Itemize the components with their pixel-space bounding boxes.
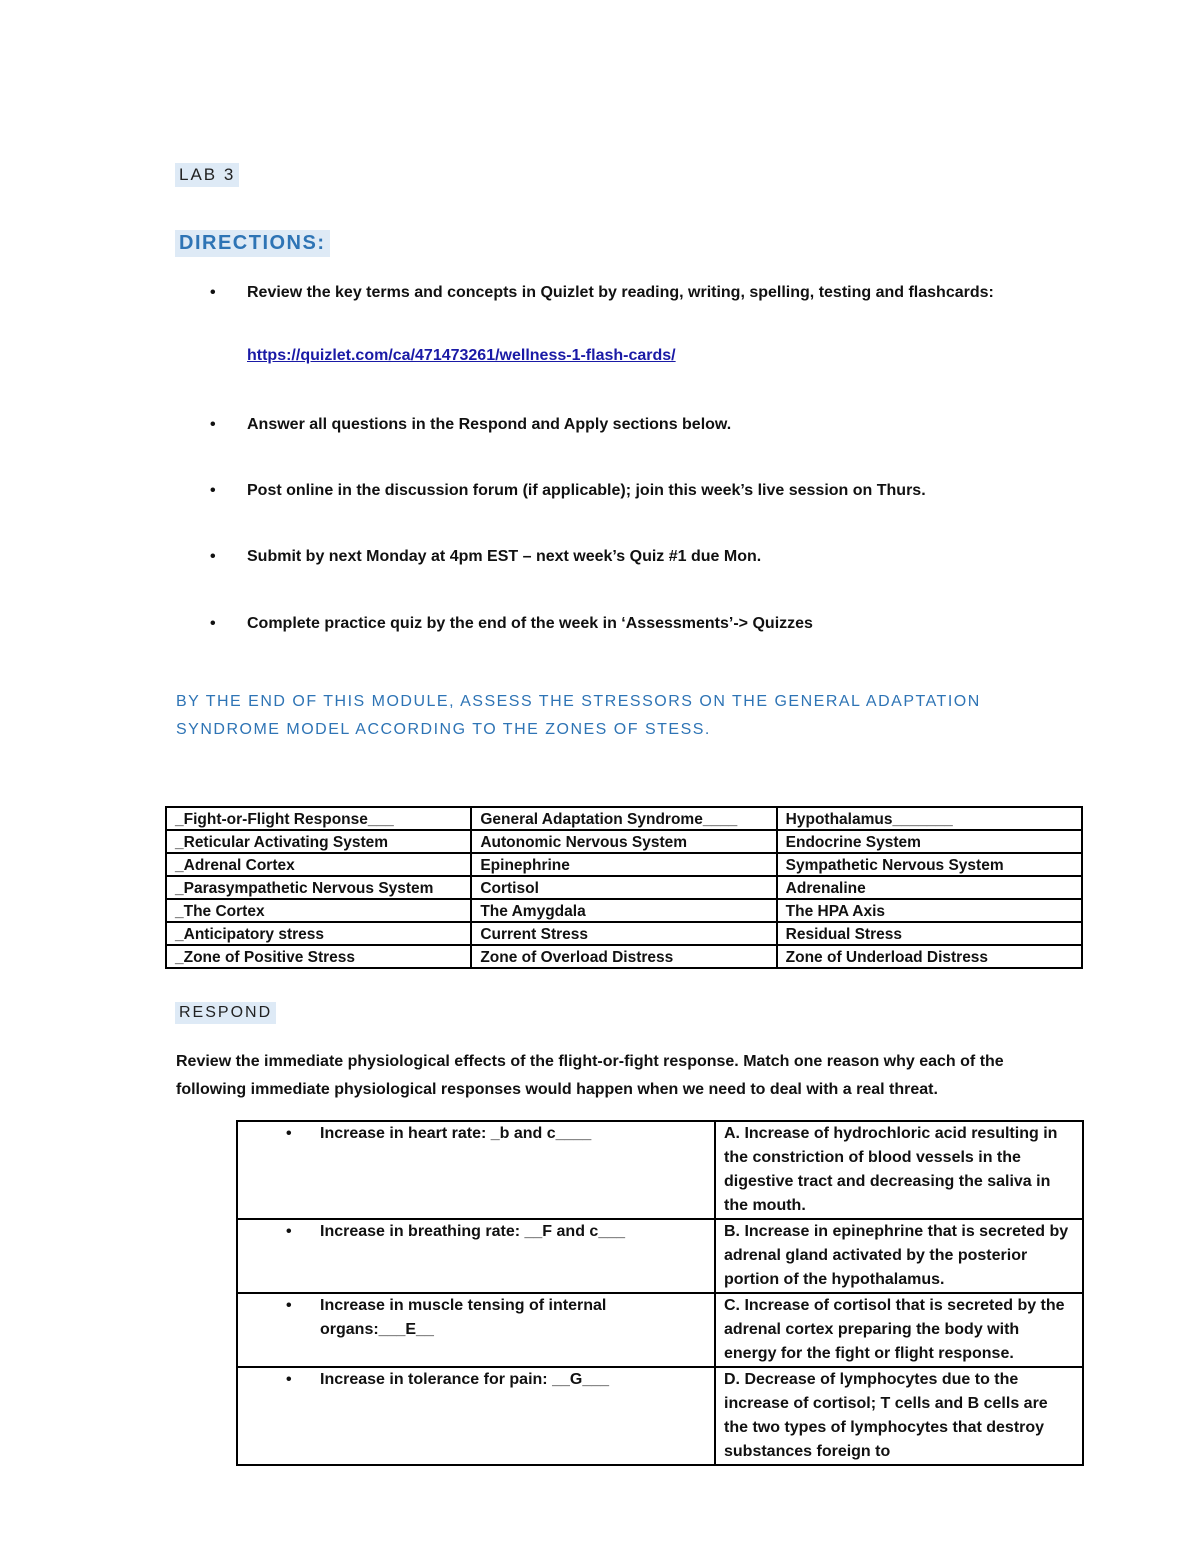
term-cell: Epinephrine xyxy=(471,853,776,876)
response-cell xyxy=(237,1219,715,1293)
response-text: Increase in breathing rate: __F and c___ xyxy=(320,1223,626,1240)
term-cell: Adrenaline xyxy=(777,876,1082,899)
terms-row xyxy=(166,876,1082,899)
term-cell: _Fight-or-Flight Response___ xyxy=(166,807,471,830)
terms-row xyxy=(166,922,1082,945)
matching-row xyxy=(237,1293,1083,1367)
term-cell: Autonomic Nervous System xyxy=(471,830,776,853)
directions-item-text: Review the key terms and concepts in Quizlet by reading, writing, spelling, testing and flashcards: xyxy=(247,284,994,301)
term-cell: Residual Stress xyxy=(777,922,1082,945)
respond-heading: RESPOND xyxy=(175,1002,276,1024)
term-cell: Zone of Underload Distress xyxy=(777,945,1082,968)
directions-item-text: Post online in the discussion forum (if applicable); join this week’s live session on Thurs. xyxy=(247,482,926,499)
bullet-icon: • xyxy=(286,1223,292,1240)
respond-instructions: Review the immediate physiological effects of the flight-or-fight response. Match one reason why each of the following immediate physiological responses would happen when we need to deal with a real threat. xyxy=(176,1053,1004,1098)
response-text: Increase in heart rate: _b and c____ xyxy=(320,1125,592,1142)
directions-heading: DIRECTIONS: xyxy=(175,230,330,257)
term-cell: Zone of Overload Distress xyxy=(471,945,776,968)
bullet-icon: • xyxy=(210,548,216,565)
directions-item-text: Complete practice quiz by the end of the week in ‘Assessments’-> Quizzes xyxy=(247,615,813,632)
reason-cell: B. Increase in epinephrine that is secreted by adrenal gland activated by the posterior portion of the hypothalamus. xyxy=(715,1219,1083,1293)
bullet-icon: • xyxy=(210,615,216,632)
module-objective-heading: BY THE END OF THIS MODULE, ASSESS THE STRESSORS ON THE GENERAL ADAPTATION SYNDROME MODEL ACCORDING TO THE ZONES OF STESS. xyxy=(176,693,981,738)
directions-item-text: Submit by next Monday at 4pm EST – next week’s Quiz #1 due Mon. xyxy=(247,548,762,565)
term-cell: _Adrenal Cortex xyxy=(166,853,471,876)
term-cell: The Amygdala xyxy=(471,899,776,922)
matching-table xyxy=(236,1120,1084,1466)
term-cell: Sympathetic Nervous System xyxy=(777,853,1082,876)
term-cell: _Zone of Positive Stress xyxy=(166,945,471,968)
response-text: Increase in muscle tensing of internal organs:___E__ xyxy=(320,1297,607,1338)
term-cell: The HPA Axis xyxy=(777,899,1082,922)
lab-title: LAB 3 xyxy=(175,163,239,187)
directions-item-text: Answer all questions in the Respond and Apply sections below. xyxy=(247,416,732,433)
term-cell: _The Cortex xyxy=(166,899,471,922)
term-cell: _Anticipatory stress xyxy=(166,922,471,945)
reason-cell: C. Increase of cortisol that is secreted by the adrenal cortex preparing the body with energy for the fight or flight response. xyxy=(715,1293,1083,1367)
response-cell xyxy=(237,1121,715,1219)
terms-row xyxy=(166,830,1082,853)
bullet-icon: • xyxy=(286,1371,292,1388)
bullet-icon: • xyxy=(286,1125,292,1142)
terms-row xyxy=(166,807,1082,830)
term-cell: Current Stress xyxy=(471,922,776,945)
response-cell xyxy=(237,1293,715,1367)
term-cell: Hypothalamus_______ xyxy=(777,807,1082,830)
terms-row xyxy=(166,853,1082,876)
bullet-icon: • xyxy=(210,482,216,499)
response-text: Increase in tolerance for pain: __G___ xyxy=(320,1371,610,1388)
terms-row xyxy=(166,899,1082,922)
term-cell: Endocrine System xyxy=(777,830,1082,853)
term-cell: General Adaptation Syndrome____ xyxy=(471,807,776,830)
bullet-icon: • xyxy=(210,284,216,301)
term-cell: _Parasympathetic Nervous System xyxy=(166,876,471,899)
term-cell: Cortisol xyxy=(471,876,776,899)
matching-row xyxy=(237,1219,1083,1293)
reason-cell: A. Increase of hydrochloric acid resulting in the constriction of blood vessels in the digestive tract and decreasing the saliva in the mouth. xyxy=(715,1121,1083,1219)
terms-row xyxy=(166,945,1082,968)
bullet-icon: • xyxy=(210,416,216,433)
bullet-icon: • xyxy=(286,1297,292,1314)
reason-cell: D. Decrease of lymphocytes due to the increase of cortisol; T cells and B cells are the two types of lymphocytes that destroy substances foreign to xyxy=(715,1367,1083,1465)
response-cell xyxy=(237,1367,715,1465)
quizlet-link[interactable]: https://quizlet.com/ca/471473261/wellness-1-flash-cards/ xyxy=(247,347,676,364)
term-cell: _Reticular Activating System xyxy=(166,830,471,853)
matching-row xyxy=(237,1367,1083,1465)
key-terms-table xyxy=(165,806,1083,969)
matching-row xyxy=(237,1121,1083,1219)
